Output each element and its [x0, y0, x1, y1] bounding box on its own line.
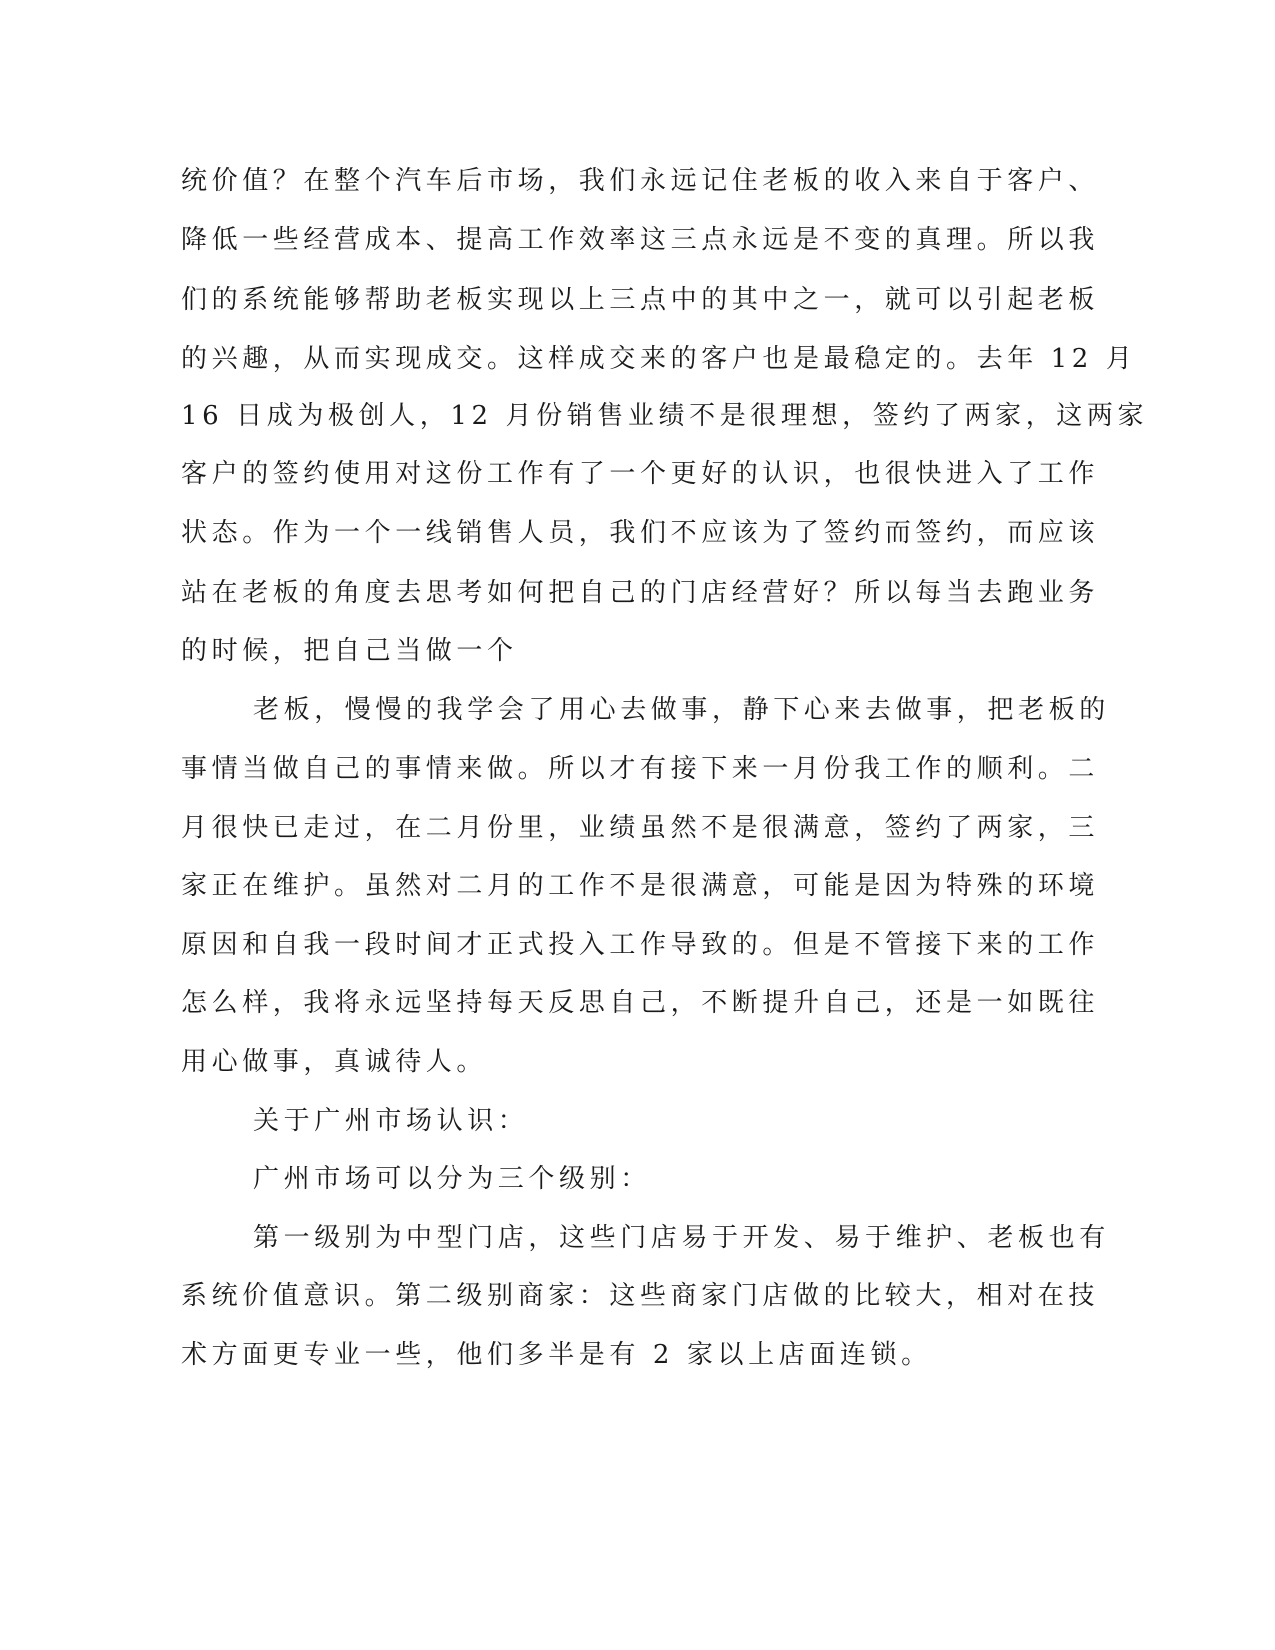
- text-line: 第一级别为中型门店，这些门店易于开发、易于维护、老板也有: [253, 1223, 1110, 1253]
- text-line: 老板，慢慢的我学会了用心去做事，静下心来去做事，把老板的: [253, 695, 1110, 725]
- text-line: 站在老板的角度去思考如何把自己的门店经营好？所以每当去跑业务: [181, 578, 1100, 608]
- text-line: 用心做事，真诚待人。: [181, 1047, 488, 1077]
- text-line: 系统价值意识。第二级别商家：这些商家门店做的比较大，相对在技: [181, 1281, 1100, 1311]
- text-line: 统价值？在整个汽车后市场，我们永远记住老板的收入来自于客户、: [181, 166, 1100, 196]
- text-line: 家正在维护。虽然对二月的工作不是很满意，可能是因为特殊的环境: [181, 871, 1100, 901]
- text-line: 状态。作为一个一线销售人员，我们不应该为了签约而签约，而应该: [181, 518, 1100, 548]
- text-line: 怎么样，我将永远坚持每天反思自己，不断提升自己，还是一如既往: [181, 988, 1100, 1018]
- text-line: 的时候，把自己当做一个: [181, 636, 518, 666]
- text-line: 16 日成为极创人，12 月份销售业绩不是很理想，签约了两家，这两家: [181, 401, 1149, 431]
- text-line: 月很快已走过，在二月份里，业绩虽然不是很满意，签约了两家，三: [181, 813, 1100, 843]
- text-line: 客户的签约使用对这份工作有了一个更好的认识，也很快进入了工作: [181, 459, 1100, 489]
- text-line: 们的系统能够帮助老板实现以上三点中的其中之一，就可以引起老板: [181, 285, 1100, 315]
- text-line: 的兴趣，从而实现成交。这样成交来的客户也是最稳定的。去年 12 月: [181, 344, 1137, 374]
- text-line: 原因和自我一段时间才正式投入工作导致的。但是不管接下来的工作: [181, 930, 1100, 960]
- text-line: 事情当做自己的事情来做。所以才有接下来一月份我工作的顺利。二: [181, 754, 1100, 784]
- text-line: 降低一些经营成本、提高工作效率这三点永远是不变的真理。所以我: [181, 225, 1100, 255]
- text-line: 广州市场可以分为三个级别：: [253, 1164, 651, 1194]
- section-heading: 关于广州市场认识：: [253, 1106, 529, 1136]
- text-line: 术方面更专业一些，他们多半是有 2 家以上店面连锁。: [181, 1340, 932, 1370]
